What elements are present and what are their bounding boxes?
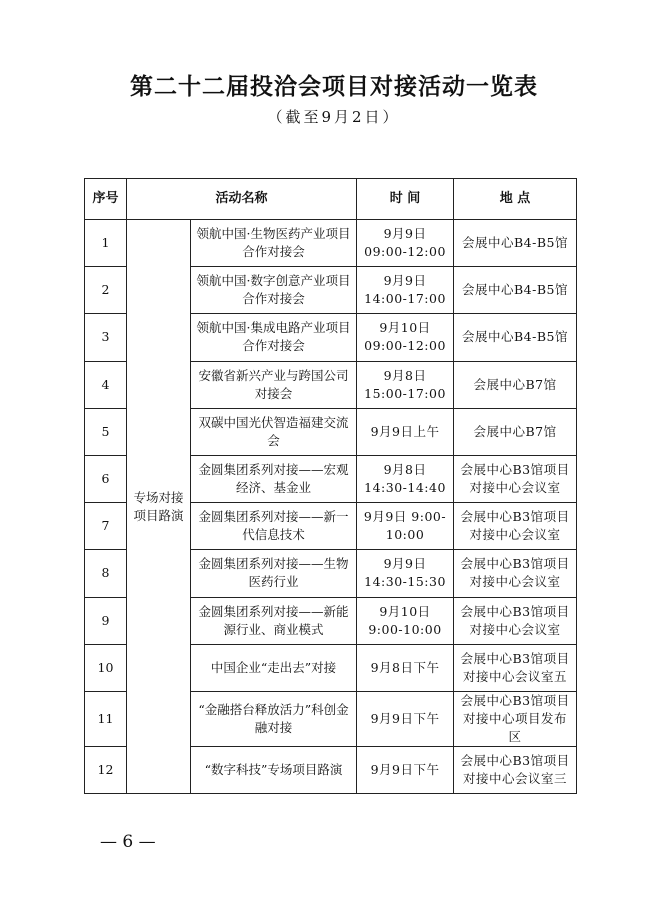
activity-name: “金融搭台释放活力”科创金融对接 [191,691,357,746]
activity-time: 9月9日 9:00-10:00 [357,503,454,550]
activity-name: 领航中国·生物医药产业项目合作对接会 [191,220,357,267]
activity-location: 会展中心B4-B5馆 [454,267,577,314]
activity-location: 会展中心B4-B5馆 [454,314,577,361]
row-number: 7 [85,503,127,550]
activity-name: 领航中国·数字创意产业项目合作对接会 [191,267,357,314]
activity-location: 会展中心B7馆 [454,408,577,455]
group-label: 专场对接项目路演 [127,220,191,794]
document-subtitle: （截至9月2日） [267,108,401,126]
activity-name: 金圆集团系列对接——新一代信息技术 [191,503,357,550]
activity-location: 会展中心B3馆项目对接中心会议室 [454,455,577,502]
activity-name: 金圆集团系列对接——宏观经济、基金业 [191,455,357,502]
row-number: 2 [85,267,127,314]
activity-time: 9月9日 14:30-15:30 [357,550,454,597]
activity-location: 会展中心B4-B5馆 [454,220,577,267]
activity-time: 9月9日 14:00-17:00 [357,267,454,314]
row-number: 4 [85,361,127,408]
row-number: 10 [85,644,127,691]
activity-name: 金圆集团系列对接——新能源行业、商业模式 [191,597,357,644]
row-number: 3 [85,314,127,361]
activity-time: 9月9日 09:00-12:00 [357,220,454,267]
activity-time: 9月9日下午 [357,691,454,746]
activity-time: 9月9日下午 [357,746,454,793]
header-time: 时 间 [357,179,454,220]
activity-location: 会展中心B7馆 [454,361,577,408]
header-name: 活动名称 [127,179,357,220]
activity-time: 9月8日 14:30-14:40 [357,455,454,502]
activity-location: 会展中心B3馆项目对接中心会议室五 [454,644,577,691]
header-location: 地 点 [454,179,577,220]
activity-name: 安徽省新兴产业与跨国公司对接会 [191,361,357,408]
row-number: 1 [85,220,127,267]
activity-name: 双碳中国光伏智造福建交流会 [191,408,357,455]
row-number: 9 [85,597,127,644]
row-number: 11 [85,691,127,746]
activity-name: 领航中国·集成电路产业项目合作对接会 [191,314,357,361]
table-row [85,220,577,267]
activity-location: 会展中心B3馆项目对接中心会议室 [454,503,577,550]
activity-time: 9月10日 09:00-12:00 [357,314,454,361]
header-no: 序号 [85,179,127,220]
row-number: 8 [85,550,127,597]
activity-time: 9月9日上午 [357,408,454,455]
document-title: 第二十二届投洽会项目对接活动一览表 [130,73,538,100]
activity-location: 会展中心B3馆项目对接中心会议室 [454,597,577,644]
row-number: 12 [85,746,127,793]
activity-location: 会展中心B3馆项目对接中心项目发布区 [454,691,577,746]
row-number: 5 [85,408,127,455]
activity-time: 9月8日 15:00-17:00 [357,361,454,408]
activity-name: 金圆集团系列对接——生物医药行业 [191,550,357,597]
activity-time: 9月8日下午 [357,644,454,691]
activity-location: 会展中心B3馆项目对接中心会议室三 [454,746,577,793]
activity-time: 9月10日 9:00-10:00 [357,597,454,644]
page-number: — 6 — [100,832,156,852]
activity-name: 中国企业“走出去”对接 [191,644,357,691]
row-number: 6 [85,455,127,502]
activity-location: 会展中心B3馆项目对接中心会议室 [454,550,577,597]
activity-table [84,178,577,794]
table-header-row [85,179,577,220]
activity-name: “数字科技”专场项目路演 [191,746,357,793]
